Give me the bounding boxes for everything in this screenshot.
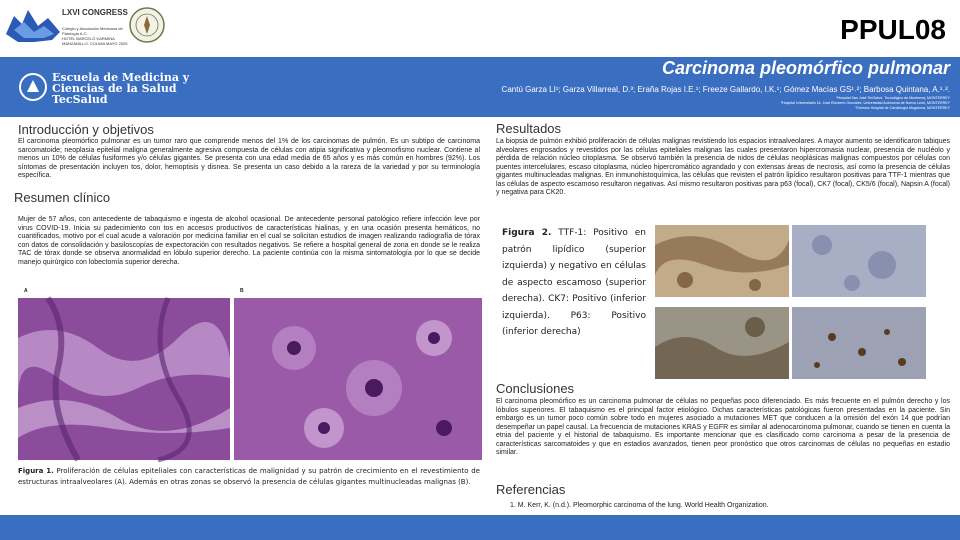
poster-code: PPUL08 [840,14,946,45]
intro-heading: Introducción y objetivos [18,122,154,137]
panel-a-label: A [24,288,28,294]
figure-1-text: Proliferación de células epiteliales con características de malignidad y su patrón de crecimiento en el revestimiento de estructuras intraalveolares (A). Además en otras zonas se observó la presencia de células gigantes multinucleadas malignas (B). [18,467,480,486]
figure-2-text: TTF-1: Positivo en patrón lipídico (superior izquierda) y negativo en células de aspecto escamoso (superior derecha). CK7: Positivo (inferior izquierda). P63: Positivo (inferior derecha) [502,228,646,337]
figure-2-caption [502,225,646,341]
author-list: Cantú Garza LI¹; Garza Villarreal, D.³; Eraña Rojas I.E.¹; Freeze Gallardo, I.K.¹; Gómez Macías GS¹˒²; Barbosa Quintana, A.¹˒². [501,85,950,94]
school-name [52,72,189,105]
ihc-ck7-image [655,307,789,379]
affiliation-3: ³Christus Hospital de Cardiología Muguerza, MONTERREY [855,106,950,110]
congress-details [62,26,132,46]
reference-item: 1. M. Kerr, K. (n.d.). Pleomorphic carcinoma of the lung. World Health Organization. [510,502,769,509]
figure-2-label: Figura 2. [502,228,552,238]
ihc-ttf1-positive-image [655,225,789,297]
poster-title: Carcinoma pleomórfico pulmonar [661,58,950,78]
histology-image-a [18,298,230,460]
results-heading: Resultados [496,121,562,136]
conclusions-heading: Conclusiones [496,381,575,396]
ihc-p63-image [792,307,926,379]
figure-1-label: Figura 1. [18,467,54,475]
school-name-line2: Ciencias de la Salud [52,82,177,95]
figure-1-panel-b [234,288,482,460]
clinical-heading: Resumen clínico [14,190,111,205]
school-name-line3: TecSalud [52,93,108,106]
affiliation-1: ¹Hospital San José TecSalud, Tecnológico de Monterrey, MONTERREY [836,96,950,100]
intro-text: El carcinoma pleomórfico pulmonar es un tumor raro que comprende menos del 1% de los carcinomas de pulmón. Es un subtipo de carcinoma sarcomatoide; neoplasia epitelial maligna generalmente agresiva compuesta de células con atipia significativa y pleomorfismo nuclear. Contiene al menos un 10% de células fusiformes y/o células gigantes. Se presenta con una edad media de 65 años y es más común en hombres (92%). Los síntomas de presentación incluyen tos, dolor, hemoptisis y disnea. Se presenta un caso debido a la rareza de la variedad y por su terminología específica. [18,138,480,179]
figure-1-caption [18,466,480,488]
ihc-ttf1-negative-image [792,225,926,297]
conclusions-text: El carcinoma pleomórfico es un carcinoma pulmonar de células no pequeñas poco diferenciado. Es más frecuente en el pulmón derecho y los lóbulos superiores. El tabaquismo es el principal factor etiológico. Dichas características patológicas fueron presentadas en la paciente. Sin embargo es un tumor poco común sobre todo en mujeres asociado a mutaciones MET que conducen a la omisión del exón 14 que podrían desempeñar un papel causal. La frecuencia de mutaciones KRAS y EGFR es similar al adenocarcinoma pulmonar, cuando se tienen en cuenta la etnia del paciente y el historial de tabaquismo. Es importante mencionar que es clasificado como carcinoma a pesar de la presencia de características sarcomatoides y que en estadios avanzados, tienen peor pronóstico que otros carcinomas de células no pequeñas en estadio similar. [496,398,950,456]
histology-image-b [234,298,482,460]
results-text: La biopsia de pulmón exhibió proliferación de células malignas revistiendo los espacios intraalveolares. A mayor aumento se identificaron tabiques alveolares engrosados y revestidos por las células epiteliales malignas las cuales presentaron hipercromasia nuclear, presencia de nucléolo y pérdida de relación núcleo citoplasma. Se observó también la presencia de nidos de células neoplásicas malignas compuestos por células con puentes intercelulares, escaso citoplasma, núcleo hipercromático agrandado y con extensas áreas de necrosis, así como la presencia de células gigantes multinucleadas malignas. En inmunohistoquímica, las células que revisten el patrón lipídico resultaron positivas para TTF-1 mientras que las células de aspecto escamoso resultaron negativas. Así mismo resultaron positivas para p63 (focal), CK7 (focal), CK5/6 (focal), Napsin A (focal) y negativa para CK20. [496,138,950,196]
congress-venue: HOTEL BARCELÓ KARMINA MANZANILLO, COLIMA MAYO 2025 [62,36,128,46]
footer-bar [0,515,960,540]
congress-org: Colegio y Asociación Mexicana de Patología A.C. [62,26,123,36]
clinical-text: Mujer de 57 años, con antecedente de tabaquismo e ingesta de alcohol ocasional. De antecedente personal patológico refiere infección leve por virus COVID-19. Inicia su padecimiento con tos en accesos productivos de características hialinas, y en una ocasión presenta hemáticos, no cuantificados, motivo por el cual acude a valoración por medicina familiar en el cual se solicitan estudios de imagen realizando radiografía de tórax con datos de consolidación y basiloscopías de expectoración con resultados negativos. Se refiere a hospital general de zona en donde se le realiza TAC de tórax donde se observa anormalidad en lóbulo superior derecho. La paciente continúa con la misma sintomatología por lo que se decide manejo quirúrgico con lobectomía superior derecha. [18,216,480,266]
figure-1-panel-a [18,288,230,460]
school-logo-icon [18,72,48,102]
school-name-line1: Escuela de Medicina y [52,71,190,84]
references-heading: Referencias [496,482,566,497]
congress-name: LXVI CONGRESS [62,8,128,17]
affiliation-2: ²Hospital Universitario Dr. José Eleuterio González, Universidad Autónoma de Nuevo León, MONTERREY [780,101,950,105]
panel-b-label: B [240,288,244,294]
association-seal [128,6,166,44]
affiliations [781,96,950,111]
